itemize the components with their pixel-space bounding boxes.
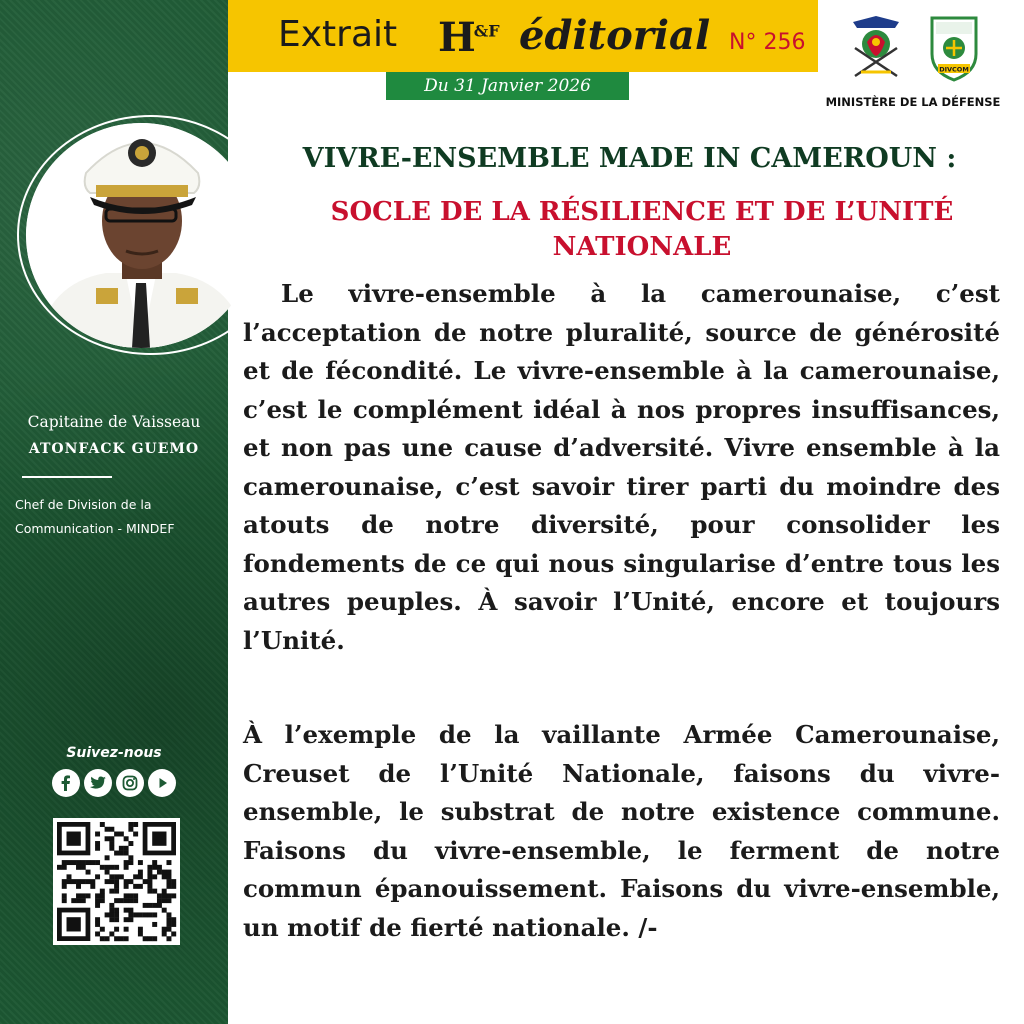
masthead-editorial: éditorial: [519, 12, 711, 59]
masthead-logo-amp: &F: [473, 21, 500, 41]
author-title: Chef de Division de la Communication - MINDEF: [15, 497, 175, 536]
divcom-badge-icon: [926, 14, 982, 82]
qr-code[interactable]: [53, 818, 180, 945]
instagram-icon[interactable]: [116, 769, 144, 797]
masthead-extrait: Extrait: [278, 14, 398, 55]
article-subhead: SOCLE DE LA RÉSILIENCE ET DE L’UNITÉ NATIONALE: [330, 197, 954, 262]
issue-number: N° 256: [729, 30, 806, 55]
author-portrait: [26, 123, 256, 348]
youtube-icon[interactable]: [148, 769, 176, 797]
masthead-logo-h: H: [438, 14, 474, 61]
ministry-name: MINISTÈRE DE LA DÉFENSE: [825, 95, 1001, 109]
author-name: ATONFACK GUEMO: [28, 441, 200, 457]
follow-label: Suivez-nous: [66, 745, 162, 761]
social-links: [52, 769, 182, 799]
twitter-icon[interactable]: [84, 769, 112, 797]
masthead-logo: [438, 14, 500, 61]
article-paragraph-1: Le vivre-ensemble à la camerounaise, c’est l’acceptation de notre pluralité, source de générosité et de fécondité. Le vivre-ensemble à la camerounaise, c’est le complément idéal à nos propres insuffisances, et non pas une cause d’adversité. Vivre ensemble à la camerounaise, c’est savoir tirer parti du moindre des atouts de notre diversité, pour consolider les fondements de ce qui nous singularise d’entre tous les autres peuples. À savoir l’Unité, encore et toujours l’Unité.: [243, 279, 1000, 655]
divcom-badge-label: DIVCOM: [939, 65, 969, 74]
issue-date: Du 31 Janvier 2026: [424, 76, 591, 96]
article-headline: VIVRE-ENSEMBLE MADE IN CAMEROUN :: [302, 143, 957, 174]
facebook-icon[interactable]: [52, 769, 80, 797]
author-role: Capitaine de Vaisseau: [27, 413, 201, 431]
article-paragraph-2: À l’exemple de la vaillante Armée Camerounaise, Creuset de l’Unité Nationale, faisons du vivre-ensemble, le substrat de notre existence commune. Faisons du vivre-ensemble, le ferment de notre commun épanouissement. Faisons du vivre-ensemble, un motif de fierté nationale. /-: [243, 720, 1000, 942]
portrait-illustration: [26, 123, 256, 348]
ministry-crest-icon: [845, 14, 907, 80]
author-divider: [22, 476, 112, 478]
